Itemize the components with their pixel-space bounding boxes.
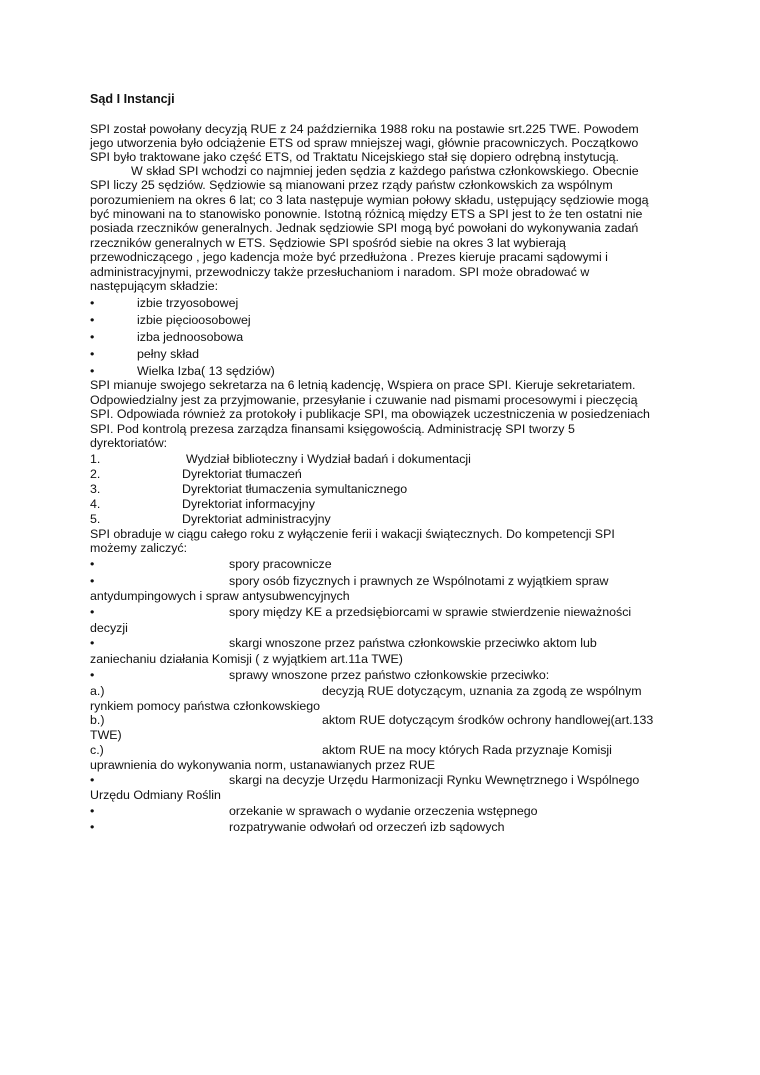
- paragraph-line: możemy zaliczyć:: [90, 541, 188, 555]
- paragraph-line: następującym składzie:: [90, 279, 219, 293]
- sublist-label: c.): [90, 743, 104, 757]
- bullet-icon: •: [90, 804, 95, 818]
- list-item: pełny skład: [137, 347, 199, 361]
- list-item: skargi wnoszone przez państwa członkowskie przeciwko aktom lub: [229, 636, 597, 650]
- list-item: orzekanie w sprawach o wydanie orzeczenia wstępnego: [229, 804, 538, 818]
- bullet-icon: •: [90, 313, 95, 327]
- list-item: rozpatrywanie odwołań od orzeczeń izb sądowych: [229, 820, 505, 834]
- sublist-label: b.): [90, 713, 105, 727]
- list-item: Dyrektoriat tłumaczeń: [182, 467, 302, 481]
- list-item-continuation: Urzędu Odmiany Roślin: [90, 788, 221, 802]
- bullet-icon: •: [90, 330, 95, 344]
- bullet-icon: •: [90, 347, 95, 361]
- list-item-continuation: decyzji: [90, 621, 128, 635]
- sublist-item: aktom RUE na mocy których Rada przyznaje Komisji: [322, 743, 612, 757]
- list-item: spory osób fizycznych i prawnych ze Wspólnotami z wyjątkiem spraw: [229, 574, 609, 588]
- paragraph-line: posiada rzeczników generalnych. Jednak sędziowie SPI mogą być powołani do wykonywania zadań: [90, 221, 639, 235]
- bullet-icon: •: [90, 668, 95, 682]
- list-item: skargi na decyzje Urzędu Harmonizacji Rynku Wewnętrznego i Wspólnego: [229, 773, 640, 787]
- list-item: Wielka Izba( 13 sędziów): [137, 364, 275, 378]
- sublist-item: decyzją RUE dotyczącym, uznania za zgodą ze wspólnym: [322, 684, 642, 698]
- paragraph-line: SPI został powołany decyzją RUE z 24 października 1988 roku na postawie srt.225 TWE. Powodem: [90, 122, 639, 136]
- paragraph-line: administracyjnymi, przewodniczy także przesłuchaniom i naradom. SPI może obradować w: [90, 265, 590, 279]
- list-item: spory pracownicze: [229, 557, 332, 571]
- sublist-item: aktom RUE dotyczącym środków ochrony handlowej(art.133: [322, 713, 654, 727]
- list-item: spory między KE a przedsiębiorcami w sprawie stwierdzenie nieważności: [229, 605, 632, 619]
- list-item: Dyrektoriat informacyjny: [182, 497, 315, 511]
- list-item: izbie pięcioosobowej: [137, 313, 251, 327]
- paragraph-line: SPI. Odpowiada również za protokoły i publikacje SPI, ma obowiązek uczestniczenia w posiedzeniach: [90, 407, 650, 421]
- bullet-icon: •: [90, 773, 95, 787]
- sublist-item-continuation: rynkiem pomocy państwa członkowskiego: [90, 699, 321, 713]
- list-item: Dyrektoriat tłumaczenia symultanicznego: [182, 482, 408, 496]
- paragraph-line: jego utworzenia było odciążenie ETS od spraw mniejszej wagi, głównie pracowniczych. Początkowo: [90, 136, 639, 150]
- paragraph-line: Odpowiedzialny jest za przyjmowanie, przesyłanie i czuwanie nad pismami procesowymi i pieczęcią: [90, 393, 638, 407]
- paragraph-line: SPI mianuje swojego sekretarza na 6 letnią kadencję, Wspiera on prace SPI. Kieruje sekretariatem.: [90, 378, 636, 392]
- list-item: Wydział biblioteczny i Wydział badań i dokumentacji: [186, 452, 471, 466]
- list-item: sprawy wnoszone przez państwo członkowskie przeciwko:: [229, 668, 550, 682]
- paragraph-line: dyrektoriatów:: [90, 436, 168, 450]
- sublist-item-continuation: uprawnienia do wykonywania norm, ustanawianych przez RUE: [90, 758, 436, 772]
- bullet-icon: •: [90, 557, 95, 571]
- sublist-label: a.): [90, 684, 105, 698]
- paragraph-line: rzeczników generalnych w ETS. Sędziowie SPI spośród siebie na okres 3 lat wybierają: [90, 236, 566, 250]
- list-item: izba jednoosobowa: [137, 330, 244, 344]
- paragraph-line: być minowani na to stanowisko ponownie. Istotną różnicą między ETS a SPI jest to że ten ostatni nie: [90, 207, 643, 221]
- bullet-icon: •: [90, 364, 95, 378]
- list-number: 5.: [90, 512, 101, 526]
- bullet-icon: •: [90, 605, 95, 619]
- paragraph-line: SPI było traktowane jako część ETS, od Traktatu Nicejskiego stał się dopiero odrębną instytucją.: [90, 150, 619, 164]
- bullet-icon: •: [90, 636, 95, 650]
- bullet-icon: •: [90, 820, 95, 834]
- list-number: 4.: [90, 497, 101, 511]
- page-title: Sąd I Instancji: [90, 92, 175, 106]
- paragraph-line: W skład SPI wchodzi co najmniej jeden sędzia z każdego państwa członkowskiego. Obecnie: [131, 164, 639, 178]
- bullet-icon: •: [90, 574, 95, 588]
- list-number: 1.: [90, 452, 101, 466]
- list-item: Dyrektoriat administracyjny: [182, 512, 331, 526]
- paragraph-line: porozumieniem na okres 6 lat; co 3 lata następuje wymian połowy składu, ustępujący sędziowie mogą: [90, 193, 649, 207]
- list-number: 3.: [90, 482, 101, 496]
- list-item-continuation: zaniechaniu działania Komisji ( z wyjątkiem art.11a TWE): [90, 652, 403, 666]
- paragraph-line: przewodniczącego , jego kadencja może być przedłużona . Prezes kieruje pracami sądowymi i: [90, 250, 608, 264]
- list-number: 2.: [90, 467, 101, 481]
- paragraph-line: SPI liczy 25 sędziów. Sędziowie są mianowani przez rządy państw członkowskich za wspólnym: [90, 178, 613, 192]
- bullet-icon: •: [90, 296, 95, 310]
- paragraph-line: SPI. Pod kontrolą prezesa zarządza finansami księgowością. Administrację SPI tworzy 5: [90, 422, 575, 436]
- list-item-continuation: antydumpingowych i spraw antysubwencyjnych: [90, 589, 350, 603]
- paragraph-line: SPI obraduje w ciągu całego roku z wyłączenie ferii i wakacji świątecznych. Do kompetencji SPI: [90, 527, 615, 541]
- list-item: izbie trzyosobowej: [137, 296, 239, 310]
- sublist-item-continuation: TWE): [90, 728, 122, 742]
